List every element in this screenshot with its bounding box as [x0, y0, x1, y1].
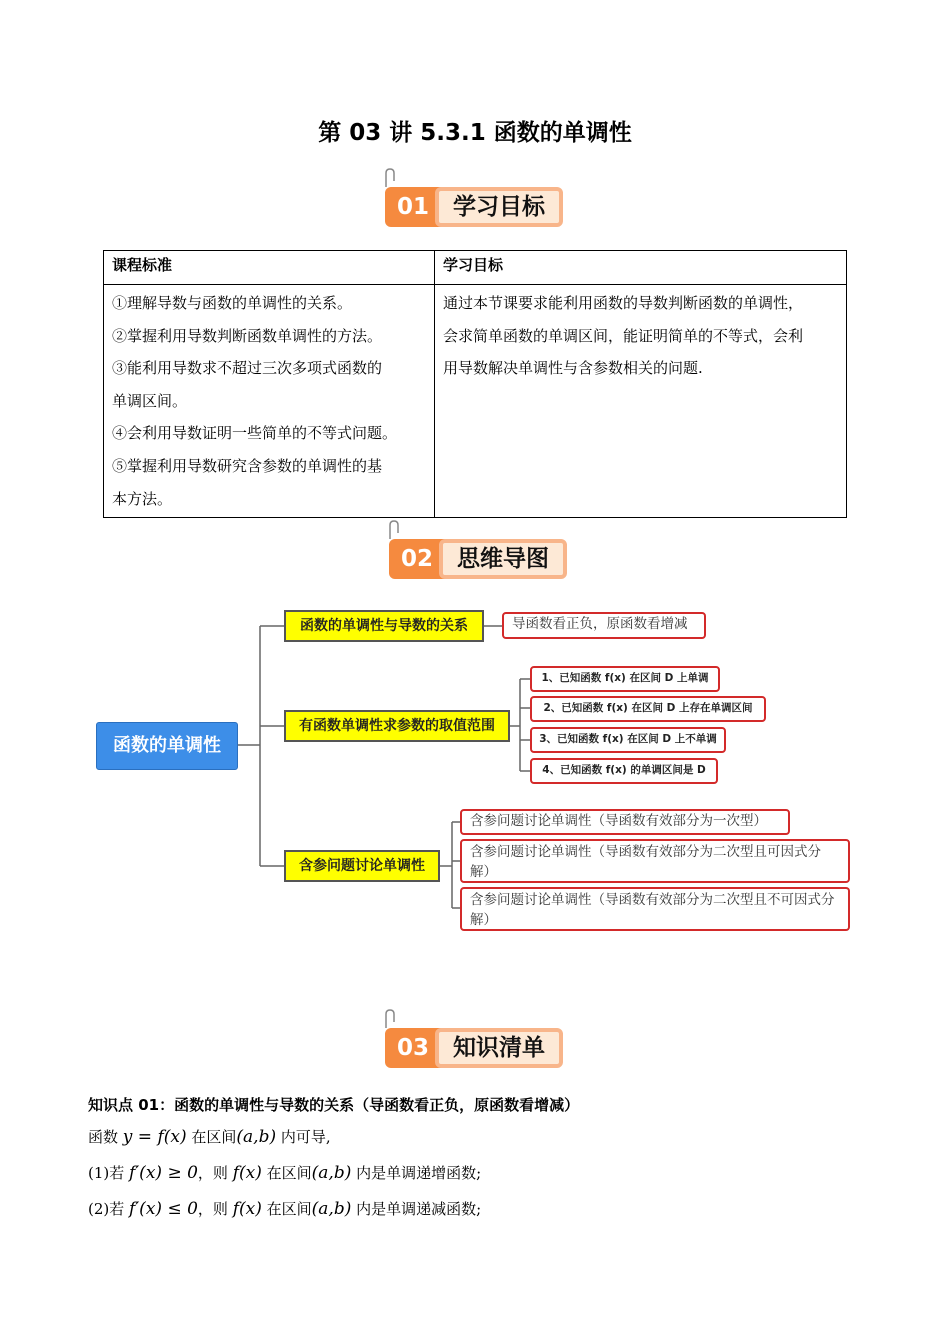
standard-line: ④会利用导数证明一些简单的不等式问题。: [112, 424, 398, 443]
text: 在区间: [191, 1128, 237, 1146]
knowledge-heading: 知识点 01：函数的单调性与导数的关系（导函数看正负，原函数看增减）: [88, 1096, 580, 1114]
page-title: 第 03 讲 5.3.1 函数的单调性: [318, 120, 632, 146]
mindmap-leaf: 3、已知函数 f(x) 在区间 D 上不单调: [530, 727, 726, 753]
text: 在区间: [266, 1164, 312, 1182]
text: ，则: [197, 1164, 228, 1182]
formula: y = f(x): [122, 1127, 187, 1147]
section-badge-knowledge: [385, 1022, 567, 1070]
standard-line: ①理解导数与函数的单调性的关系。: [112, 294, 353, 312]
formula: (a,b): [236, 1127, 277, 1147]
formula: f′(x) ≥ 0: [129, 1163, 198, 1183]
knowledge-line: [88, 1126, 331, 1147]
formula: (a,b): [311, 1199, 352, 1219]
mindmap-leaf: 含参问题讨论单调性（导函数有效部分为一次型）: [460, 809, 790, 835]
mindmap-leaf: 2、已知函数 f(x) 在区间 D 上存在单调区间: [530, 696, 766, 722]
standard-line: 单调区间。: [112, 391, 188, 410]
text: 函数: [88, 1128, 119, 1146]
formula: f(x): [232, 1163, 262, 1183]
formula: f′(x) ≤ 0: [129, 1199, 198, 1219]
mindmap-leaf: 导函数看正负，原函数看增减: [502, 612, 706, 639]
mindmap-root: 函数的单调性: [96, 722, 238, 770]
col-header-standard: 课程标准: [104, 251, 435, 285]
text: 在区间: [266, 1200, 312, 1218]
mindmap-leaf: 1、已知函数 f(x) 在区间 D 上单调: [530, 666, 720, 692]
section-label: 思维导图: [439, 539, 567, 579]
mindmap-leaf: 4、已知函数 f(x) 的单调区间是 D: [530, 758, 718, 784]
formula: (a,b): [311, 1163, 352, 1183]
standard-line: 本方法。: [112, 489, 173, 508]
mindmap-leaf: 含参问题讨论单调性（导函数有效部分为二次型且不可因式分解）: [460, 887, 850, 931]
section-label: 学习目标: [435, 187, 563, 227]
col-header-objective: 学习目标: [435, 251, 847, 285]
objective-line: 通过本节课要求能利用函数的导数判断函数的单调性，: [443, 294, 804, 312]
text: 内可导,: [280, 1128, 331, 1146]
mindmap-leaf: 含参问题讨论单调性（导函数有效部分为二次型且可因式分解）: [460, 839, 850, 883]
formula: f(x): [232, 1199, 262, 1219]
paperclip-icon: [380, 1008, 398, 1030]
knowledge-line: [88, 1162, 481, 1183]
text: (1)若: [88, 1164, 125, 1182]
section-number: 03: [385, 1028, 441, 1068]
standard-line: ③能利用导数求不超过三次多项式函数的: [112, 359, 383, 378]
section-number: 01: [385, 187, 441, 227]
text: ，则: [197, 1200, 228, 1218]
text: 内是单调递增函数;: [356, 1164, 482, 1182]
section-label: 知识清单: [435, 1028, 563, 1068]
text: (2)若: [88, 1200, 125, 1218]
mindmap-branch-1: 函数的单调性与导数的关系: [284, 610, 484, 642]
section-number: 02: [389, 539, 445, 579]
mindmap-branch-2: 有函数单调性求参数的取值范围: [284, 710, 510, 742]
standard-line: ⑤掌握利用导数研究含参数的单调性的基: [112, 456, 383, 475]
mindmap-branch-3: 含参问题讨论单调性: [284, 850, 440, 882]
text: 内是单调递减函数;: [356, 1200, 482, 1218]
objective-line: 会求简单函数的单调区间，能证明简单的不等式，会利: [443, 326, 804, 345]
objective-line: 用导数解决单调性与含参数相关的问题.: [443, 359, 703, 378]
standard-line: ②掌握利用导数判断函数单调性的方法。: [112, 326, 383, 345]
knowledge-line: [88, 1198, 481, 1219]
